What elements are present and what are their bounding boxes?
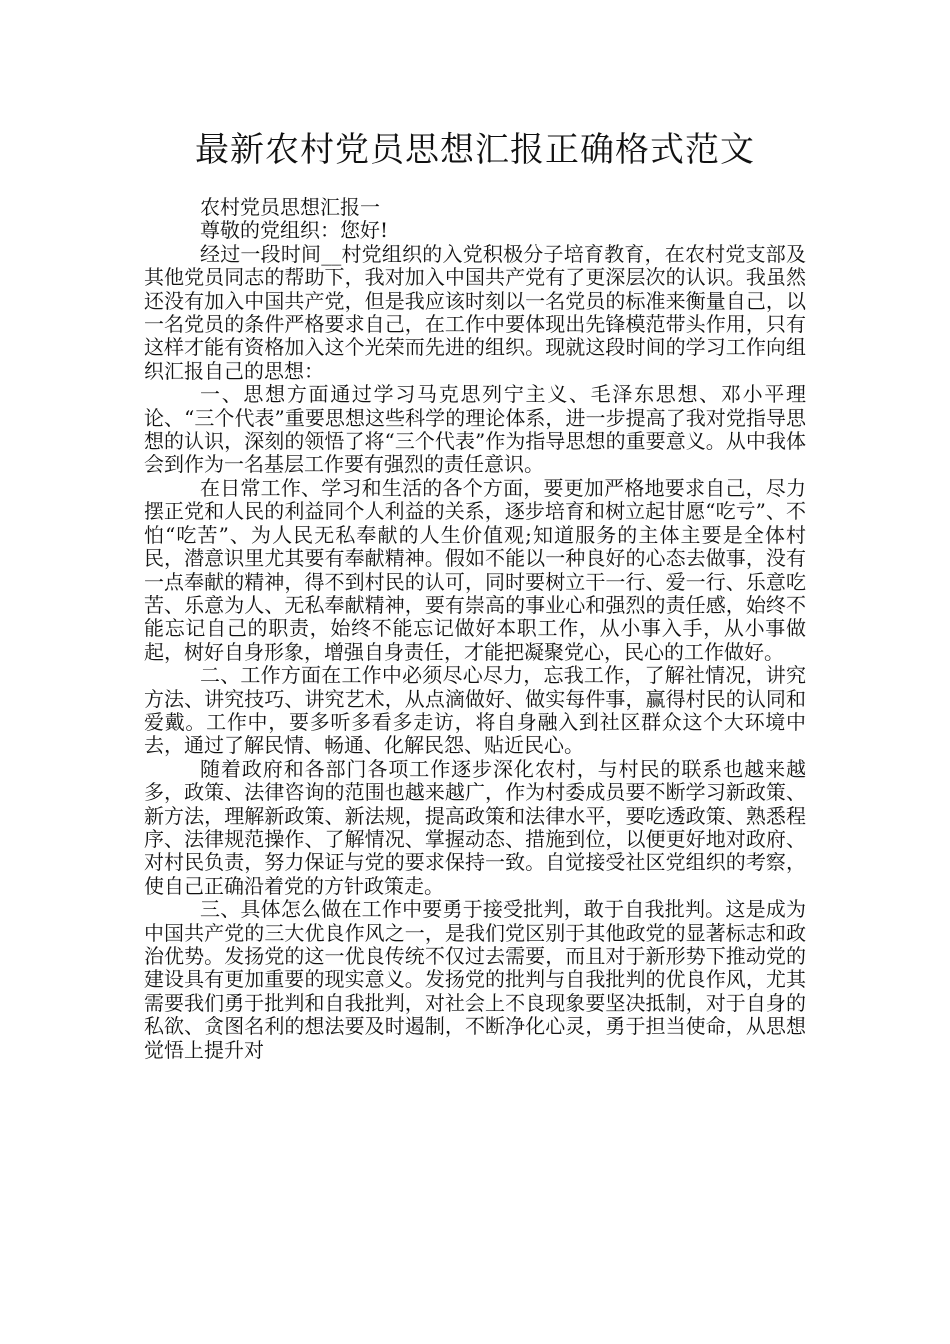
salutation-greeting: 尊敬的党组织：您好!: [200, 218, 389, 243]
body-paragraph: 在日常工作、学习和生活的各个方面，要更加严格地要求自己，尽力摆正党和人民的利益同个人利益的关系，逐步培育和树立起甘愿“吃亏”、不怕“吃苦”、为人民无私奉献的人生价值观;知道服务的主体主要是全体村民，潜意识里尤其要有奉献精神。假如不能以一种良好的心态去做事，没有一点奉献的精神，得不到村民的认可，同时要树立干一行、爱一行、乐意吃苦、乐意为人、无私奉献精神，要有崇高的事业心和强烈的责任感，始终不能忘记自己的职责，始终不能忘记做好本职工作，从小事入手，从小事做起，树好自身形象，增强自身责任，才能把凝聚党心，民心的工作做好。: [144, 475, 806, 664]
body-paragraph: 二、工作方面在工作中必须尽心尽力，忘我工作，了解社情况，讲究方法、讲究技巧、讲究艺术，从点滴做好、做实每件事，赢得村民的认同和爱戴。工作中，要多听多看多走访，将自身融入到社区群众这个大环境中去，通过了解民情、畅通、化解民怨、贴近民心。: [144, 663, 806, 758]
salutation-heading: 农村党员思想汇报一: [200, 195, 380, 219]
body-paragraph: 一、思想方面通过学习马克思列宁主义、毛泽东思想、邓小平理论、“三个代表”重要思想这些科学的理论体系，进一步提高了我对党指导思想的认识，深刻的领悟了将“三个代表”作为指导思想的重要意义。从中我体会到作为一名基层工作要有强烈的责任意识。: [144, 382, 806, 477]
body-paragraph: 三、具体怎么做在工作中要勇于接受批判，敢于自我批判。这是成为中国共产党的三大优良作风之一，是我们党区别于其他政党的显著标志和政治优势。发扬党的这一优良传统不仅过去需要，而且对于新形势下推动党的建设具有更加重要的现实意义。发扬党的批判与自我批判的优良作风，尤其需要我们勇于批判和自我批判，对社会上不良现象要坚决抵制，对于自身的私欲、贪图名利的想法要及时遏制，不断净化心灵，勇于担当使命，从思想觉悟上提升对: [144, 897, 806, 1062]
document-title: 最新农村党员思想汇报正确格式范文: [195, 130, 755, 170]
body-paragraph: 随着政府和各部门各项工作逐步深化农村，与村民的联系也越来越多，政策、法律咨询的范围也越来越广，作为村委成员要不断学习新政策、新方法，理解新政策、新法规，提高政策和法律水平，要吃透政策、熟悉程序、法律规范操作、了解情况、掌握动态、措施到位，以便更好地对政府、对村民负责，努力保证与党的要求保持一致。自觉接受社区党组织的考察，使自己正确沿着党的方针政策走。: [144, 756, 806, 898]
body-paragraph: 经过一段时间__村党组织的入党积极分子培育教育，在农村党支部及其他党员同志的帮助下，我对加入中国共产党有了更深层次的认识。我虽然还没有加入中国共产党，但是我应该时刻以一名党员的标准来衡量自己，以一名党员的条件严格要求自己，在工作中要体现出先锋模范带头作用，只有这样才能有资格加入这个光荣而先进的组织。现就这段时间的学习工作向组织汇报自己的思想：: [144, 241, 806, 383]
document-page: [144, 120, 806, 1062]
document-body: [144, 196, 806, 1062]
